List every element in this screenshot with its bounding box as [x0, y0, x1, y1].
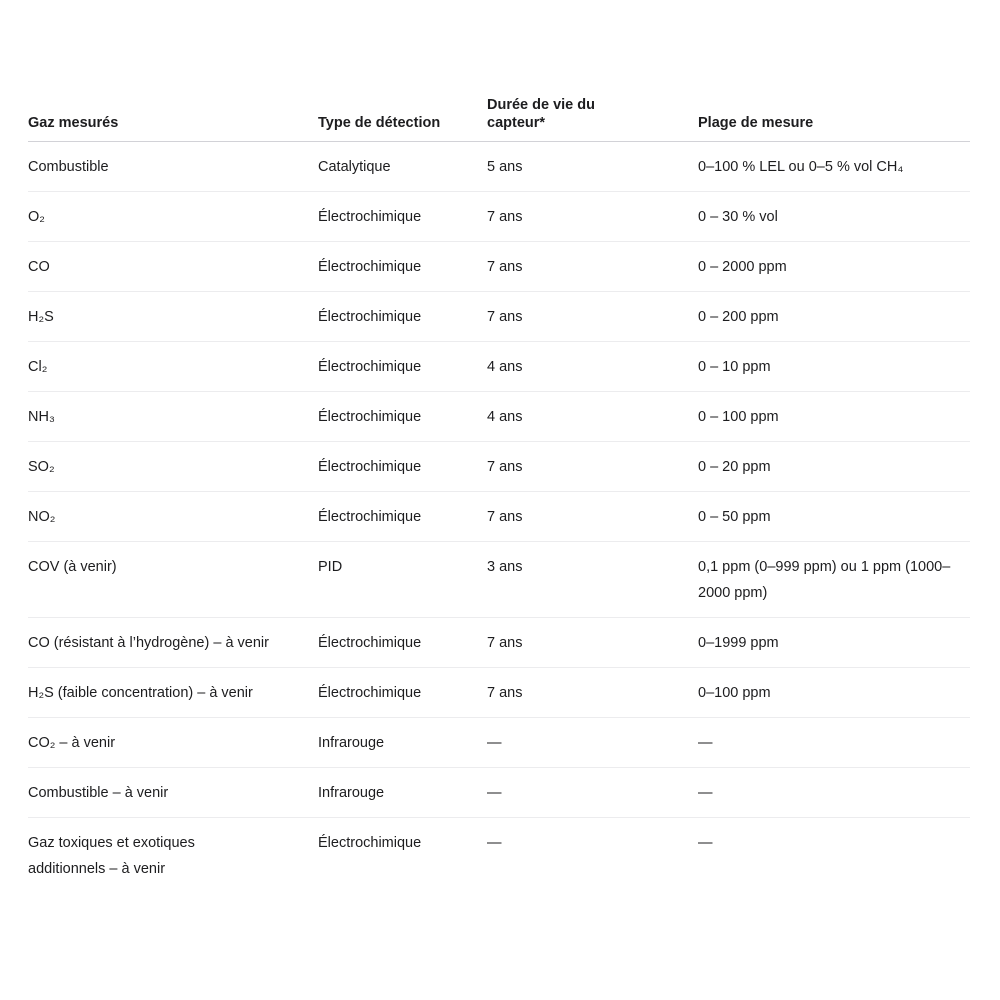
cell-lifetime: 4 ans: [487, 392, 698, 442]
cell-detection: Infrarouge: [318, 718, 487, 768]
cell-range: 0–100 ppm: [698, 668, 970, 718]
table-row: [28, 242, 970, 292]
cell-range: —: [698, 835, 713, 851]
cell-lifetime: —: [487, 835, 502, 851]
header-plage-mesure: Plage de mesure: [698, 96, 970, 142]
table-row: [28, 442, 970, 492]
cell-gas: CO (résistant à l’hydrogène) – à venir: [28, 618, 318, 668]
cell-range: 0,1 ppm (0–999 ppm) ou 1 ppm (1000–2000 ppm): [698, 542, 970, 618]
table-body: [28, 142, 970, 894]
cell-gas: Combustible: [28, 142, 318, 192]
cell-range: 0–100 % LEL ou 0–5 % vol CH₄: [698, 142, 970, 192]
cell-lifetime: 3 ans: [487, 542, 698, 618]
cell-lifetime: 7 ans: [487, 492, 698, 542]
table-row: [28, 818, 970, 894]
cell-gas: COV (à venir): [28, 542, 318, 618]
cell-range: 0 – 20 ppm: [698, 442, 970, 492]
cell-range: 0 – 50 ppm: [698, 492, 970, 542]
cell-range: 0 – 2000 ppm: [698, 242, 970, 292]
cell-gas: Gaz toxiques et exotiques additionnels – à venir: [28, 835, 195, 877]
cell-gas: SO₂: [28, 442, 318, 492]
cell-gas: Cl₂: [28, 342, 318, 392]
cell-gas: CO₂ – à venir: [28, 718, 318, 768]
cell-lifetime: 7 ans: [487, 442, 698, 492]
cell-lifetime: 7 ans: [487, 192, 698, 242]
table-row: [28, 618, 970, 668]
table-row: [28, 768, 970, 818]
cell-lifetime: 5 ans: [487, 142, 698, 192]
header-type-detection: Type de détection: [318, 96, 487, 142]
table-row: [28, 718, 970, 768]
cell-gas: H₂S (faible concentration) – à venir: [28, 668, 318, 718]
table-row: [28, 342, 970, 392]
cell-detection: Électrochimique: [318, 442, 487, 492]
cell-gas: H₂S: [28, 292, 318, 342]
cell-lifetime: 4 ans: [487, 342, 698, 392]
header-row: [28, 96, 970, 142]
cell-lifetime: 7 ans: [487, 242, 698, 292]
cell-range: 0 – 30 % vol: [698, 192, 970, 242]
cell-detection: Électrochimique: [318, 668, 487, 718]
cell-detection: Électrochimique: [318, 192, 487, 242]
cell-detection: Électrochimique: [318, 342, 487, 392]
cell-detection: Électrochimique: [318, 618, 487, 668]
cell-gas: O₂: [28, 192, 318, 242]
cell-gas: NO₂: [28, 492, 318, 542]
cell-detection: Électrochimique: [318, 392, 487, 442]
table-row: [28, 142, 970, 192]
table-row: [28, 392, 970, 442]
cell-range: 0–1999 ppm: [698, 618, 970, 668]
cell-range: 0 – 200 ppm: [698, 292, 970, 342]
cell-lifetime: —: [487, 718, 698, 768]
cell-detection: Catalytique: [318, 142, 487, 192]
header-duree-vie: Durée de vie du capteur*: [487, 96, 698, 142]
cell-gas: NH₃: [28, 392, 318, 442]
cell-detection: Infrarouge: [318, 768, 487, 818]
cell-lifetime: —: [487, 768, 698, 818]
table-header: [28, 96, 970, 142]
cell-lifetime: 7 ans: [487, 668, 698, 718]
table-row: [28, 292, 970, 342]
cell-detection: Électrochimique: [318, 835, 422, 851]
table-row: [28, 492, 970, 542]
cell-lifetime: 7 ans: [487, 292, 698, 342]
gas-spec-table: [28, 96, 970, 893]
cell-gas: CO: [28, 242, 318, 292]
table-row: [28, 542, 970, 618]
cell-detection: Électrochimique: [318, 292, 487, 342]
cell-detection: PID: [318, 542, 487, 618]
header-gaz-mesures: Gaz mesurés: [28, 96, 318, 142]
cell-range: —: [698, 768, 970, 818]
cell-range: —: [698, 718, 970, 768]
table-row: [28, 668, 970, 718]
cell-range: 0 – 100 ppm: [698, 392, 970, 442]
cell-gas: Combustible – à venir: [28, 768, 318, 818]
cell-detection: Électrochimique: [318, 242, 487, 292]
table-row: [28, 192, 970, 242]
gas-spec-table-container: [28, 96, 970, 893]
cell-detection: Électrochimique: [318, 492, 487, 542]
cell-lifetime: 7 ans: [487, 618, 698, 668]
cell-range: 0 – 10 ppm: [698, 342, 970, 392]
